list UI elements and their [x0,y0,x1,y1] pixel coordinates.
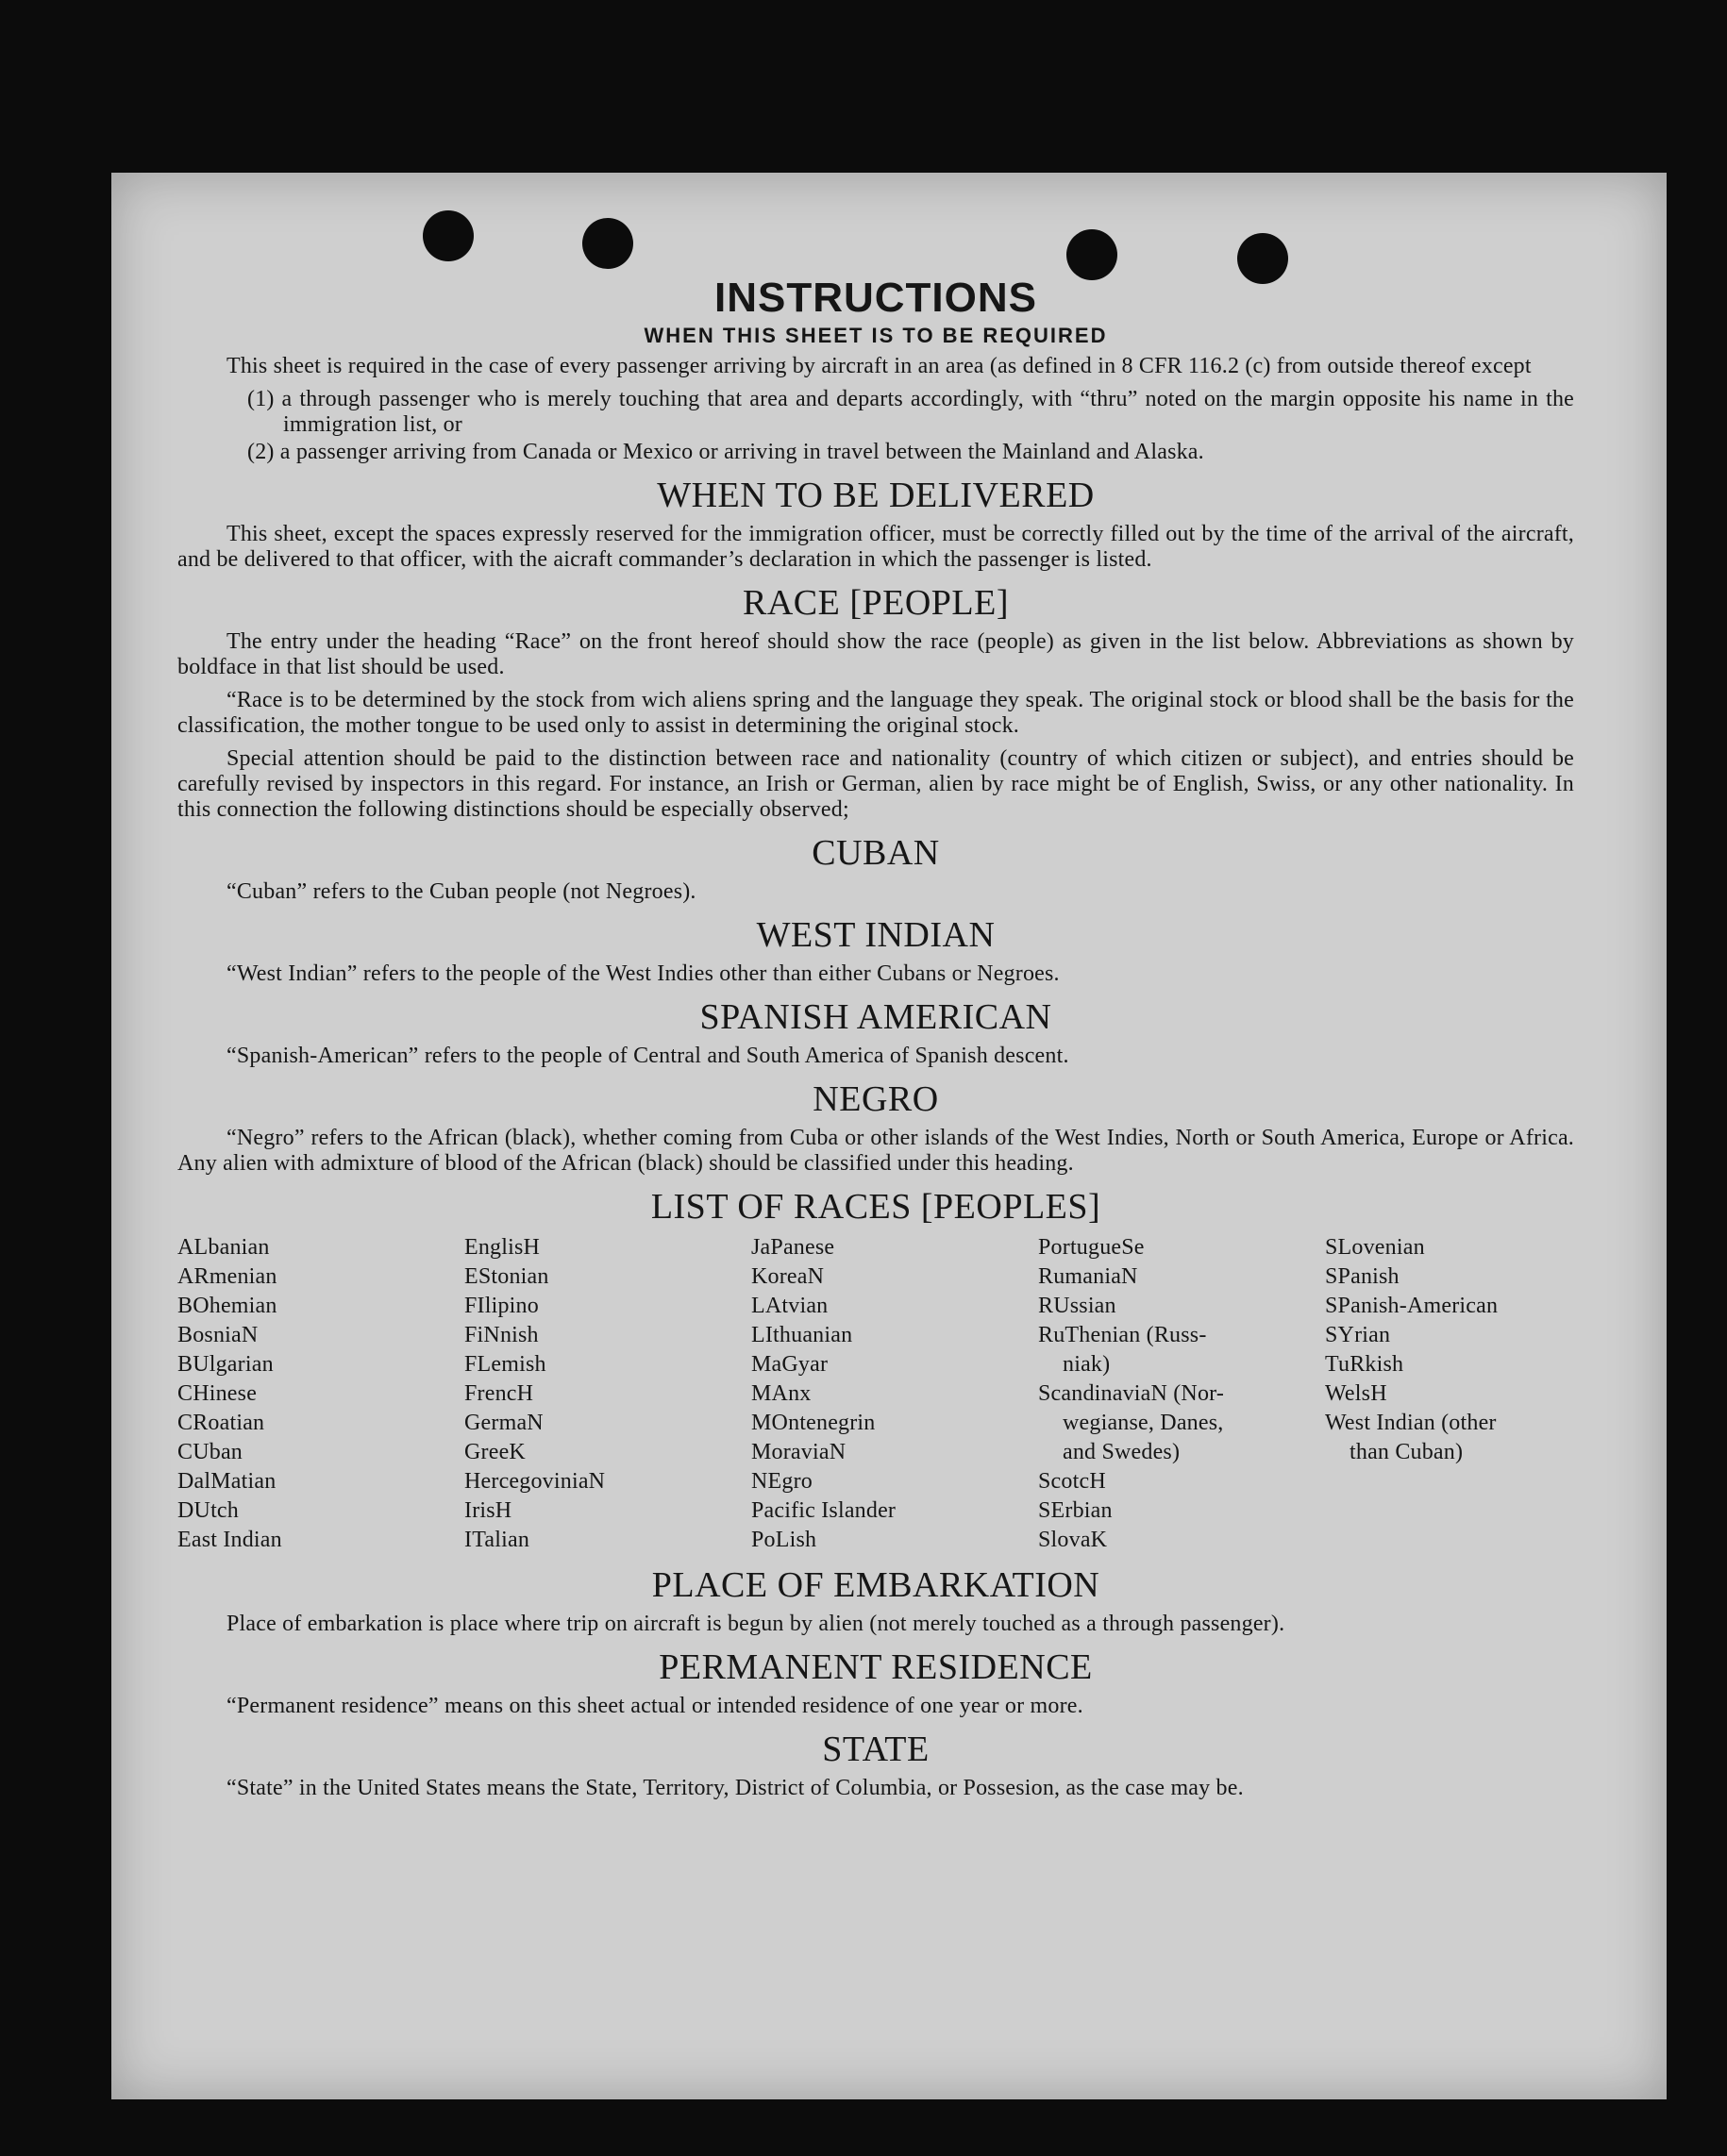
race-entry: NEgro [751,1469,813,1494]
punch-hole [423,210,474,261]
races-column [464,1233,751,1555]
cuban-paragraph: “Cuban” refers to the Cuban people (not Negroes). [226,879,696,904]
race-paragraph-1: The entry under the heading “Race” on the front hereof should show the race (people) as given in the list below. Abbreviations as shown by boldface in that list should be used. [177,629,1574,679]
race-entry: MaGyar [751,1352,829,1377]
race-entry-continuation: wegianse, Danes, [1063,1411,1224,1435]
section-heading-west-indian: WEST INDIAN [756,915,996,955]
race-entry: JaPanese [751,1235,835,1260]
race-entry: CRoatian [177,1411,265,1435]
race-entry-continuation: niak) [1063,1352,1111,1377]
section-heading-state: STATE [822,1730,930,1769]
race-entry: FLemish [464,1352,546,1377]
races-column [177,1233,464,1555]
race-entry: ScandinaviaN (Nor- [1038,1381,1225,1406]
race-entry: ARmenian [177,1264,277,1289]
races-column [1325,1233,1589,1555]
punch-hole [582,218,633,269]
race-entry: ALbanian [177,1235,270,1260]
subtitle: WHEN THIS SHEET IS TO BE REQUIRED [644,324,1108,347]
race-entry: East Indian [177,1528,282,1552]
race-entry: ScotcH [1038,1469,1106,1494]
race-entry: CUban [177,1440,243,1464]
race-entry: ITalian [464,1528,530,1552]
exception-item-1: (1) a through passenger who is merely touching that area and departs accordingly, with “thru” noted on the margin opposite his name in the immigration list, or [247,387,1574,437]
negro-paragraph: “Negro” refers to the African (black), whether coming from Cuba or other islands of the West Indies, North or South America, Europe or Africa. Any alien with admixture of blood of the African (black) should be classified under this heading. [177,1126,1574,1176]
race-entry: BUlgarian [177,1352,274,1377]
race-paragraph-3: Special attention should be paid to the distinction between race and nationality (country of which citizen or subject), and entries should be carefully revised by inspectors in this regard. For instance, an Irish or German, alien by race might be of English, Swiss, or any other nationality. In this connection the following distinctions should be especially observed; [177,746,1574,822]
race-entry: SlovaK [1038,1528,1108,1552]
race-entry: MOntenegrin [751,1411,876,1435]
exception-item-2: (2) a passenger arriving from Canada or Mexico or arriving in travel between the Mainland and Alaska. [247,440,1204,464]
section-heading-cuban: CUBAN [812,833,940,873]
race-entry: MAnx [751,1381,812,1406]
race-entry: CHinese [177,1381,258,1406]
race-entry: RuThenian (Russ- [1038,1323,1207,1347]
race-entry-continuation: than Cuban) [1350,1440,1464,1464]
races-column [1038,1233,1325,1555]
spanish-american-paragraph: “Spanish-American” refers to the people of Central and South America of Spanish descent. [226,1044,1069,1068]
state-paragraph: “State” in the United States means the State, Territory, District of Columbia, or Possesion, as the case may be. [226,1776,1244,1800]
races-column [751,1233,1038,1555]
race-entry-continuation: and Swedes) [1063,1440,1181,1464]
punch-hole [1066,229,1117,280]
race-entry: BosniaN [177,1323,259,1347]
race-entry: FIlipino [464,1294,539,1318]
section-heading-races-list: LIST OF RACES [PEOPLES] [650,1187,1101,1227]
race-entry: SYrian [1325,1323,1391,1347]
section-heading-delivered: WHEN TO BE DELIVERED [657,476,1095,515]
race-entry: MoraviaN [751,1440,847,1464]
section-heading-embarkation: PLACE OF EMBARKATION [651,1565,1100,1605]
race-entry: HercegoviniaN [464,1469,606,1494]
section-heading-spanish-american: SPANISH AMERICAN [699,997,1052,1037]
races-list [177,1233,1574,1555]
race-entry: GermaN [464,1411,544,1435]
race-entry: SLovenian [1325,1235,1425,1260]
race-entry: RumaniaN [1038,1264,1138,1289]
race-entry: FrencH [464,1381,534,1406]
race-entry: Pacific Islander [751,1498,897,1523]
race-entry: RUssian [1038,1294,1116,1318]
document-body [177,275,1574,1809]
race-entry: TuRkish [1325,1352,1404,1377]
residence-paragraph: “Permanent residence” means on this sheet actual or intended residence of one year or more. [226,1694,1083,1718]
section-heading-residence: PERMANENT RESIDENCE [659,1647,1093,1687]
race-paragraph-2: “Race is to be determined by the stock from wich aliens spring and the language they speak. The original stock or blood shall be the basis for the classification, the mother tongue to be used only to assist in determining the original stock. [177,688,1574,738]
race-entry: WelsH [1325,1381,1387,1406]
intro-paragraph: This sheet is required in the case of every passenger arriving by aircraft in an area (as defined in 8 CFR 116.2 (c) from outside thereof except [226,354,1532,378]
race-entry: West Indian (other [1325,1411,1497,1435]
race-entry: LAtvian [751,1294,829,1318]
section-heading-negro: NEGRO [813,1079,939,1119]
race-entry: FiNnish [464,1323,539,1347]
section-heading-race: RACE [PEOPLE] [743,583,1009,623]
race-entry: DalMatian [177,1469,277,1494]
instruction-sheet [111,173,1667,2099]
race-entry: SPanish [1325,1264,1400,1289]
delivered-paragraph: This sheet, except the spaces expressly reserved for the immigration officer, must be correctly filled out by the time of the arrival of the aircraft, and be delivered to that officer, with the aicraft commander’s declaration in which the passenger is listed. [177,522,1574,572]
race-entry: KoreaN [751,1264,825,1289]
race-entry: EStonian [464,1264,549,1289]
embarkation-paragraph: Place of embarkation is place where trip on aircraft is begun by alien (not merely touched as a through passenger). [226,1612,1285,1636]
race-entry: IrisH [464,1498,512,1523]
race-entry: EnglisH [464,1235,541,1260]
race-entry: GreeK [464,1440,526,1464]
race-entry: SErbian [1038,1498,1113,1523]
race-entry: PoLish [751,1528,817,1552]
race-entry: BOhemian [177,1294,277,1318]
race-entry: DUtch [177,1498,239,1523]
page-title: INSTRUCTIONS [714,275,1037,321]
race-entry: PortugueSe [1038,1235,1145,1260]
race-entry: SPanish-American [1325,1294,1499,1318]
west-indian-paragraph: “West Indian” refers to the people of the West Indies other than either Cubans or Negroes. [226,961,1060,986]
race-entry: LIthuanian [751,1323,853,1347]
